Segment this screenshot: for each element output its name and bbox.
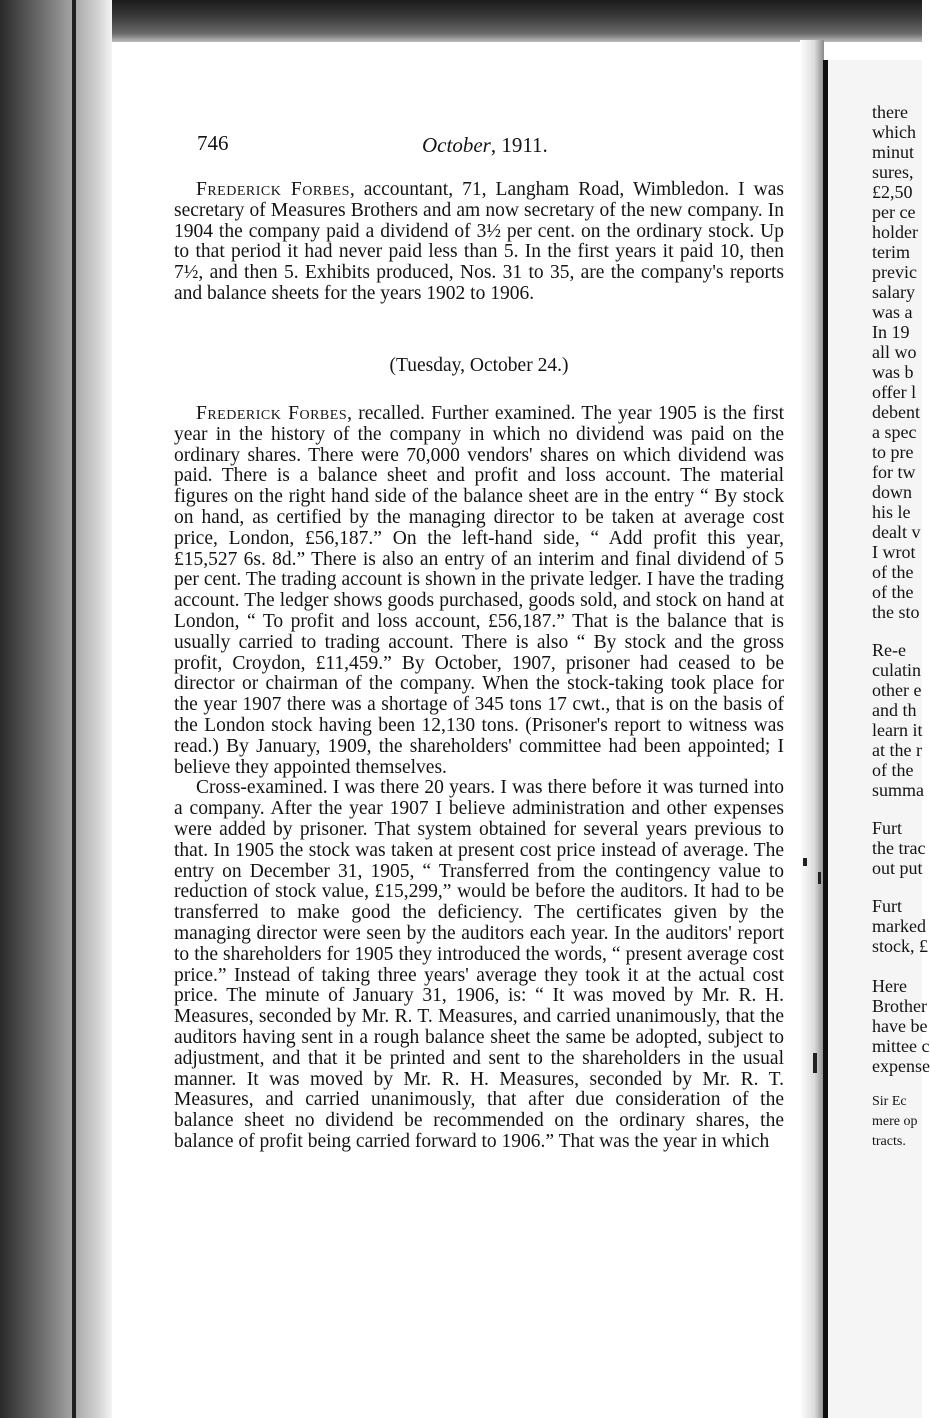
facing-page-line: out put xyxy=(872,858,923,878)
facing-page-line: down xyxy=(872,482,912,502)
scan-speck xyxy=(813,1053,817,1073)
facing-page-line: holder xyxy=(872,222,918,242)
facing-page-line: other e xyxy=(872,680,922,700)
facing-page-line: tracts. xyxy=(872,1134,906,1149)
facing-page-line: Re-e xyxy=(872,640,906,660)
facing-page-line: terim xyxy=(872,242,910,262)
facing-page-line: culatin xyxy=(872,660,921,680)
facing-page-line: stock, £ xyxy=(872,936,928,956)
page-edge-line xyxy=(72,0,76,1418)
facing-page-line: which xyxy=(872,122,916,142)
facing-page-line: previc xyxy=(872,262,917,282)
facing-page-line: mittee c xyxy=(872,1036,930,1056)
speaker-name: Frederick Forbes xyxy=(196,179,350,200)
facing-page-line: at the r xyxy=(872,740,922,760)
book-gutter-shadow xyxy=(800,40,824,1418)
facing-page-line: summa xyxy=(872,780,924,800)
facing-page-line: I wrot xyxy=(872,542,916,562)
scan-speck xyxy=(803,858,807,866)
facing-page-line: learn it xyxy=(872,720,923,740)
facing-page-line: sures, xyxy=(872,162,914,182)
facing-page-line: the sto xyxy=(872,602,920,622)
page-number: 746 xyxy=(197,131,229,155)
facing-page-line: and th xyxy=(872,700,917,720)
facing-page-line: a spec xyxy=(872,422,917,442)
scan-speck xyxy=(818,872,821,884)
running-head-month: October xyxy=(422,133,491,157)
scan-top-edge xyxy=(0,0,922,42)
facing-page-line: of the xyxy=(872,582,914,602)
facing-page-line: expense xyxy=(872,1056,930,1076)
scan-left-edge xyxy=(0,0,112,1418)
facing-page-line: Sir Ec xyxy=(872,1094,907,1109)
facing-page-line: the trac xyxy=(872,838,926,858)
facing-page-line: Here xyxy=(872,976,907,996)
facing-page-line: salary xyxy=(872,282,915,302)
paragraph-testimony-forbes xyxy=(174,180,784,305)
speaker-name: Frederick Forbes xyxy=(196,403,348,424)
facing-page-line: was b xyxy=(872,362,914,382)
facing-page-line: for tw xyxy=(872,462,916,482)
facing-page-line: to pre xyxy=(872,442,914,462)
facing-page-line: have be xyxy=(872,1016,928,1036)
paragraph-cross-examined: Cross-examined. I was there 20 years. I was there before it was turned into a company. After the year 1907 I believe administration and other expenses were added by prisoner. That system obtained for several years previous to that. In 1905 the stock was taken at present cost price instead of average. The entry on December 31, 1905, “ Transferred from the contingency value to reduction of stock value, £15,299,” would be before the auditors. It had to be transferred to make good the deficiency. The certificates given by the managing director were seen by the auditors each year. In the auditors' report to the shareholders for 1905 they introduced the words, “ present average cost price.” Instead of taking three years' average they took it at the actual cost price. The minute of January 31, 1906, is: “ It was moved by Mr. R. H. Measures, seconded by Mr. R. T. Measures, and carried unanimously, that the auditors having sent in a rough balance sheet the same be adopted, subject to adjustment, and that it be printed and sent to the shareholders in the usual manner. It was moved by Mr. R. H. Measures, seconded by Mr. R. T. Measures, and carried unanimously, that after due consideration of the balance sheet no dividend be recommended on the ordinary shares, the balance of profit being carried forward to 1906.” That was the year in which xyxy=(174,777,784,1152)
running-head xyxy=(422,133,548,158)
facing-page-line: Brother xyxy=(872,996,927,1016)
facing-page-line: was a xyxy=(872,302,913,322)
paragraph-text: , recalled. Further examined. The year 1905 is the first year in the history of the company in which no dividend was paid on the ordinary shares. There were 70,000 vendors' shares on which dividend was paid. There is a balance sheet and profit and loss account. The material figures on the right hand side of the balance sheet are in the entry “ By stock on hand, as certified by the managing director to be taken at average cost price, London, £56,187.” On the left-hand side, “ Add profit this year, £15,527 6s. 8d.” There is also an entry of an interim and final dividend of 5 per cent. The trading account is shown in the private ledger. I have the trading account. The ledger shows goods purchased, goods sold, and stock on hand at London, “ To profit and loss account, £56,187.” That is the balance that is usually carried to trading account. There is also “ By stock and the gross profit, Croydon, £11,459.” By October, 1907, prisoner had ceased to be director or chairman of the company. When the stock-taking took place for the year 1907 there was a shortage of 345 tons 17 cwt., that is on the basis of the London stock having been 12,130 tons. (Prisoner's report to witness was read.) By January, 1909, the shareholders' committee had been appointed; I believe they appointed themselves. xyxy=(174,403,784,778)
facing-page-line: his le xyxy=(872,502,911,522)
facing-page-line: all wo xyxy=(872,342,917,362)
running-head-year: , 1911. xyxy=(490,133,548,157)
facing-page xyxy=(828,60,930,1418)
facing-page-line: £2,50 xyxy=(872,182,913,202)
paragraph-recalled xyxy=(174,404,784,1153)
facing-page-line: marked xyxy=(872,916,926,936)
facing-page-line: Furt xyxy=(872,896,903,916)
date-heading: (Tuesday, October 24.) xyxy=(389,355,569,376)
facing-page-line: mere op xyxy=(872,1114,918,1129)
facing-page-line: of the xyxy=(872,760,914,780)
facing-page-line: there xyxy=(872,102,908,122)
facing-page-line: minut xyxy=(872,142,915,162)
facing-page-line: In 19 xyxy=(872,322,910,342)
facing-page-line: per ce xyxy=(872,202,916,222)
facing-page-line: debent xyxy=(872,402,920,422)
facing-page-line: offer l xyxy=(872,382,917,402)
facing-page-line: of the xyxy=(872,562,914,582)
facing-page-line: Furt xyxy=(872,818,903,838)
paragraph-text: , accountant, 71, Langham Road, Wimbledon. I was secretary of Measures Brothers and am now secretary of the new company. In 1904 the company paid a dividend of 3½ per cent. on the ordinary stock. Up to that period it had never paid less than 5. In the first years it paid 10, then 7½, and then 5. Exhibits produced, Nos. 31 to 35, are the company's reports and balance sheets for the years 1902 to 1906. xyxy=(174,179,784,304)
facing-page-line: dealt v xyxy=(872,522,921,542)
